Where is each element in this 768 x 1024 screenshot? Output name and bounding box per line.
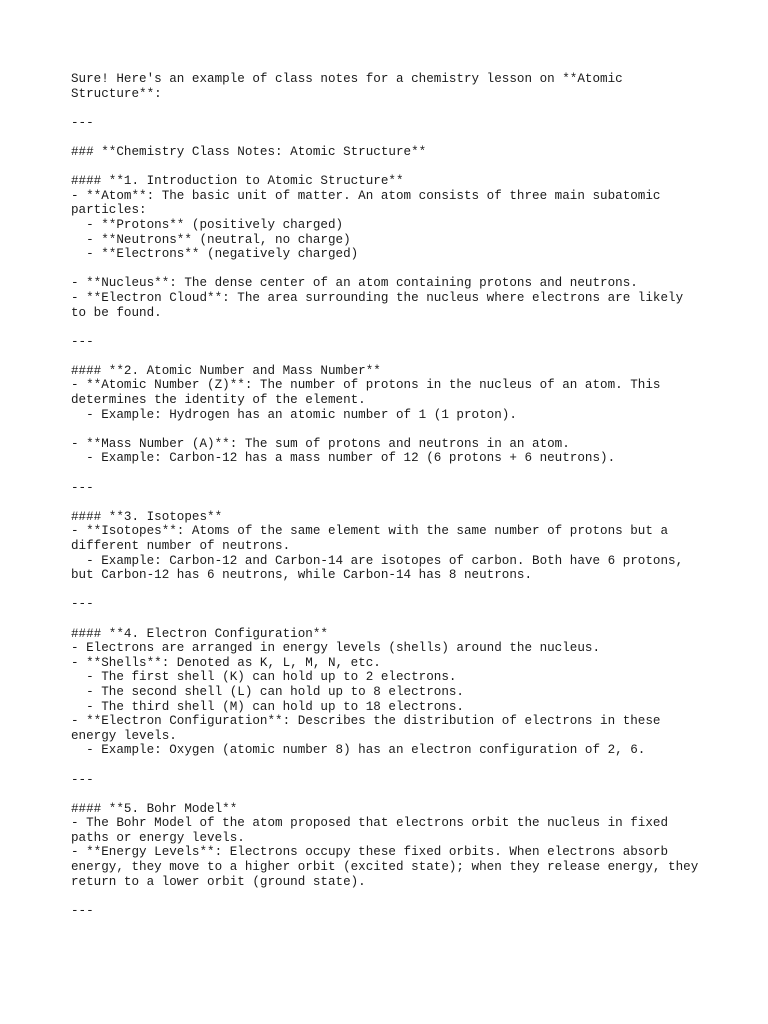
blank-line <box>71 758 711 773</box>
sub-bullet-item: - Example: Carbon-12 has a mass number of 12 (6 protons + 6 neutrons). <box>71 451 616 466</box>
section-heading: #### **1. Introduction to Atomic Structure** <box>71 174 404 189</box>
horizontal-rule: --- <box>71 903 94 918</box>
bullet-item: - **Electron Configuration**: Describes the distribution of electrons in these <box>71 714 661 729</box>
bullet-item: - **Atom**: The basic unit of matter. An atom consists of three main subatomic <box>71 188 661 203</box>
document-body <box>71 72 711 918</box>
sub-bullet-item: - The third shell (M) can hold up to 18 electrons. <box>71 699 464 714</box>
text-line: different number of neutrons. <box>71 539 291 553</box>
text-line: energy, they move to a higher orbit (excited state); when they release energy, they <box>71 860 699 875</box>
sub-bullet-item: - **Electrons** (negatively charged) <box>71 247 359 262</box>
text-line: Sure! Here's an example of class notes for a chemistry lesson on **Atomic <box>71 72 623 86</box>
section-heading: #### **3. Isotopes** <box>71 509 223 524</box>
section-heading: #### **5. Bohr Model** <box>71 801 238 816</box>
text-line: paths or energy levels. <box>71 830 245 845</box>
text-line: return to a lower orbit (ground state). <box>71 874 366 889</box>
horizontal-rule: --- <box>71 334 94 349</box>
text-line: to be found. <box>71 305 162 320</box>
bullet-item: - **Shells**: Denoted as K, L, M, N, etc. <box>71 655 381 670</box>
bullet-item: - The Bohr Model of the atom proposed that electrons orbit the nucleus in fixed <box>71 816 669 831</box>
horizontal-rule: --- <box>71 772 94 787</box>
horizontal-rule: --- <box>71 480 94 495</box>
text-line: determines the identity of the element. <box>71 393 366 408</box>
text-line: Structure**: <box>71 86 162 101</box>
sub-bullet-item: - The second shell (L) can hold up to 8 electrons. <box>71 684 464 699</box>
blank-line <box>71 612 711 627</box>
bullet-item: - Electrons are arranged in energy levels (shells) around the nucleus. <box>71 641 601 656</box>
blank-line <box>71 583 711 598</box>
sub-bullet-item: - Example: Carbon-12 and Carbon-14 are isotopes of carbon. Both have 6 protons, <box>71 553 684 568</box>
text-line: energy levels. <box>71 728 177 743</box>
text-line: particles: <box>71 203 147 218</box>
sub-bullet-item: - **Protons** (positively charged) <box>71 217 344 232</box>
bullet-item: - **Isotopes**: Atoms of the same element with the same number of protons but a <box>71 524 669 539</box>
bullet-item: - **Nucleus**: The dense center of an atom containing protons and neutrons. <box>71 276 638 291</box>
sub-bullet-item: - **Neutrons** (neutral, no charge) <box>71 232 351 247</box>
bullet-item: - **Mass Number (A)**: The sum of protons and neutrons in an atom. <box>71 436 570 451</box>
bullet-item: - **Energy Levels**: Electrons occupy these fixed orbits. When electrons absorb <box>71 845 669 860</box>
blank-line <box>71 160 711 175</box>
blank-line <box>71 466 711 481</box>
blank-line <box>71 320 711 335</box>
blank-line <box>71 495 711 510</box>
sub-bullet-item: - Example: Oxygen (atomic number 8) has an electron configuration of 2, 6. <box>71 743 646 758</box>
document-title: ### **Chemistry Class Notes: Atomic Structure** <box>71 144 427 159</box>
bullet-item: - **Atomic Number (Z)**: The number of protons in the nucleus of an atom. This <box>71 378 661 393</box>
sub-bullet-item: - Example: Hydrogen has an atomic number of 1 (1 proton). <box>71 407 517 422</box>
horizontal-rule: --- <box>71 115 94 130</box>
text-line: but Carbon-12 has 6 neutrons, while Carbon-14 has 8 neutrons. <box>71 568 533 583</box>
blank-line <box>71 130 711 145</box>
blank-line <box>71 101 711 116</box>
section-heading: #### **2. Atomic Number and Mass Number** <box>71 363 381 378</box>
blank-line <box>71 262 711 277</box>
bullet-item: - **Electron Cloud**: The area surrounding the nucleus where electrons are likely <box>71 290 684 305</box>
sub-bullet-item: - The first shell (K) can hold up to 2 electrons. <box>71 670 457 685</box>
blank-line <box>71 787 711 802</box>
blank-line <box>71 349 711 364</box>
section-heading: #### **4. Electron Configuration** <box>71 626 328 641</box>
blank-line <box>71 889 711 904</box>
horizontal-rule: --- <box>71 597 94 612</box>
blank-line <box>71 422 711 437</box>
